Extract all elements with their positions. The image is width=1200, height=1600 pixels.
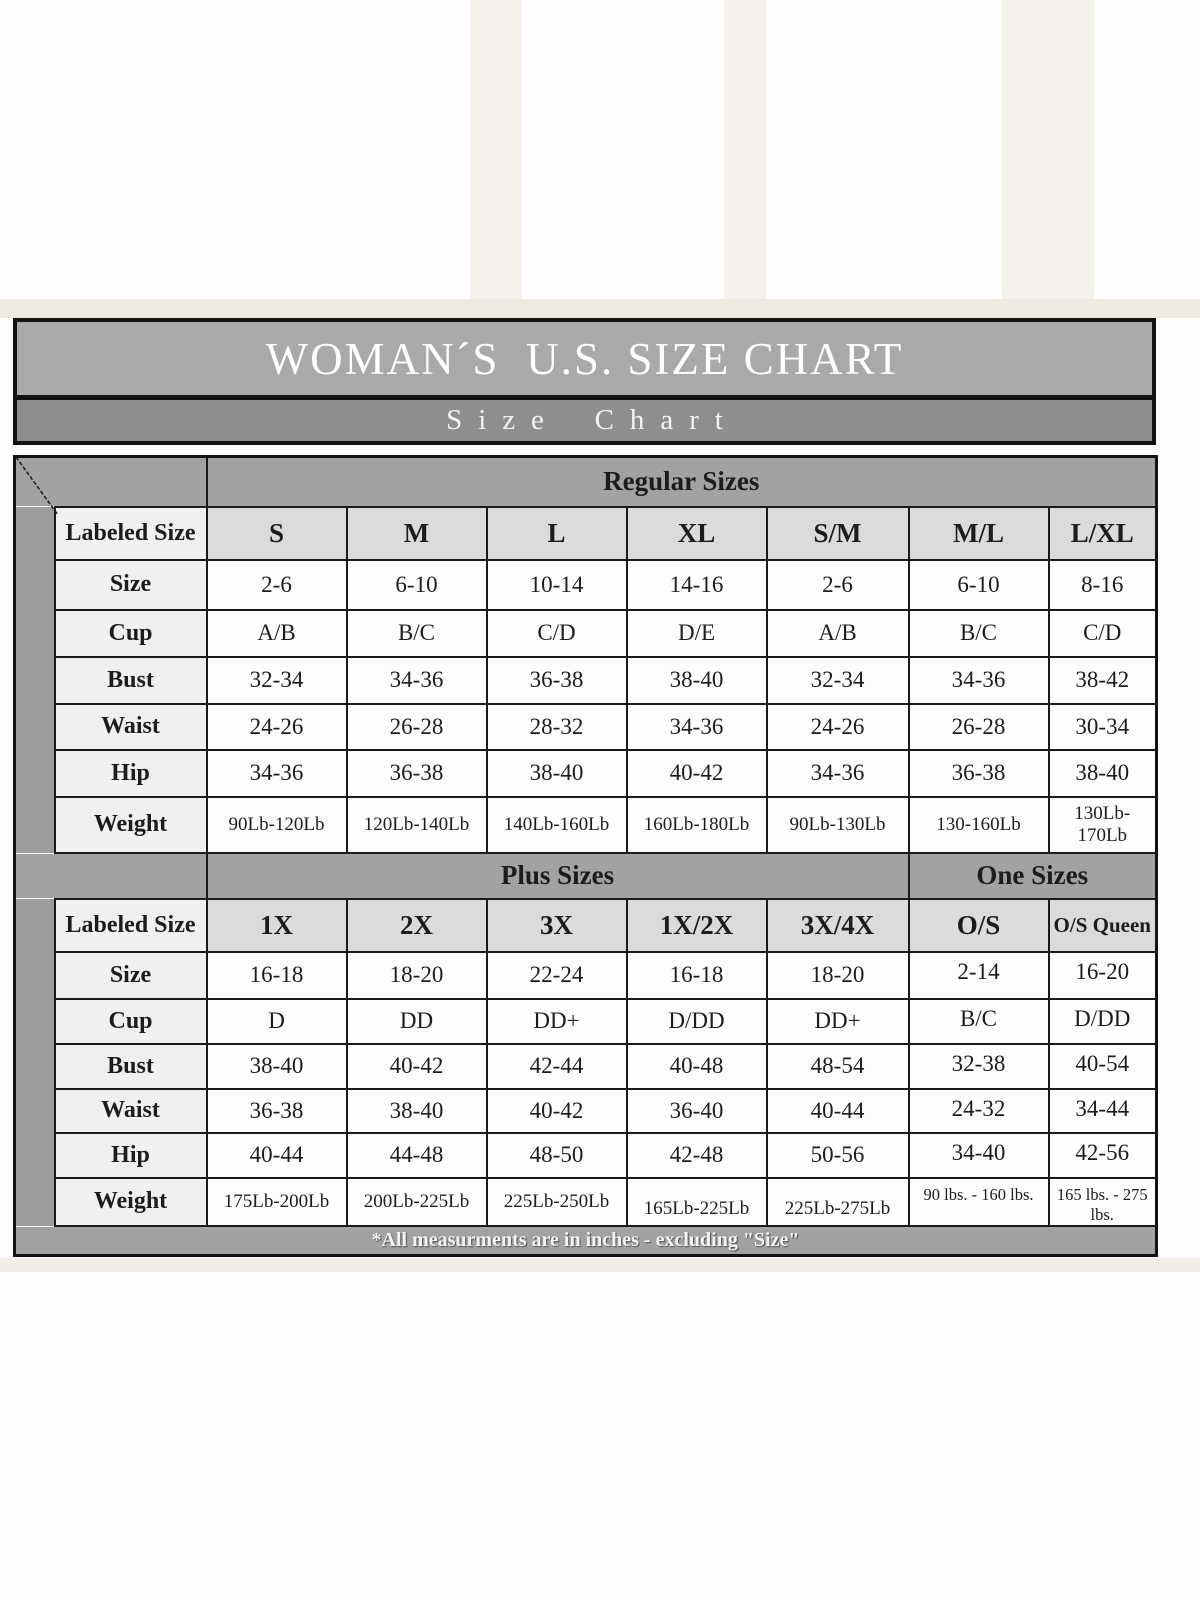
data-cell: 40-42 [347,1044,487,1089]
data-cell: 44-48 [347,1133,487,1178]
page-subtitle: Size Chart [17,400,1152,441]
data-cell: 175Lb-200Lb [207,1178,347,1226]
data-cell: 16-18 [207,952,347,999]
band-row-regular [15,457,1157,507]
column-header: L/XL [1049,507,1157,560]
data-cell: 130-160Lb [909,797,1049,853]
column-header: O/S [909,899,1049,952]
footnote: *All measurments are in inches - excluding "Size" [15,1226,1157,1256]
data-cell: 40-42 [487,1089,627,1133]
data-cell: 200Lb-225Lb [347,1178,487,1226]
data-cell: 36-40 [627,1089,767,1133]
column-header: L [487,507,627,560]
column-header: 1X [207,899,347,952]
data-cell: 34-36 [207,750,347,797]
background-band-top [0,299,1200,318]
data-cell: 40-48 [627,1044,767,1089]
row-label: Bust [55,657,207,704]
data-cell: DD+ [487,999,627,1044]
row-header-label: Labeled Size [55,899,207,952]
left-gutter [15,899,55,1226]
data-cell: 16-18 [627,952,767,999]
background-stripe [470,0,522,318]
data-cell: 34-36 [627,704,767,750]
data-cell: 42-56 [1049,1133,1157,1178]
row-label: Cup [55,610,207,657]
corner-cell [15,457,207,507]
data-cell: 38-40 [347,1089,487,1133]
size-table [13,455,1158,1257]
row-label: Hip [55,1133,207,1178]
column-header: O/S Queen [1049,899,1157,952]
table-row [15,999,1157,1044]
data-cell: 38-40 [627,657,767,704]
data-cell: 2-14 [909,952,1049,999]
data-cell: 34-36 [767,750,909,797]
table-row [15,657,1157,704]
row-header-label: Labeled Size [55,507,207,560]
table-row-weight [15,797,1157,853]
row-label: Weight [55,1178,207,1226]
data-cell: C/D [487,610,627,657]
row-label: Waist [55,1089,207,1133]
data-cell: 140Lb-160Lb [487,797,627,853]
data-cell: 48-54 [767,1044,909,1089]
section-band-plus: Plus Sizes [207,853,909,899]
data-cell: 2-6 [207,560,347,610]
chart-header [13,318,1156,445]
band-row-plus [15,853,1157,899]
data-cell: B/C [347,610,487,657]
data-cell: 38-40 [207,1044,347,1089]
column-header: S/M [767,507,909,560]
page-title: WOMAN´S U.S. SIZE CHART [17,322,1152,395]
data-cell: 120Lb-140Lb [347,797,487,853]
data-cell: 10-14 [487,560,627,610]
table-row [15,1044,1157,1089]
data-cell: 32-34 [767,657,909,704]
data-cell: 2-6 [767,560,909,610]
data-cell: 32-34 [207,657,347,704]
background-band-bottom [0,1258,1200,1272]
data-cell: D [207,999,347,1044]
data-cell: 38-40 [487,750,627,797]
column-header: S [207,507,347,560]
table-row [15,1133,1157,1178]
table-row-weight [15,1178,1157,1226]
data-cell: D/E [627,610,767,657]
table-row [15,952,1157,999]
data-cell: 8-16 [1049,560,1157,610]
background-stripe [724,0,766,318]
table-row [15,704,1157,750]
data-cell: 90Lb-130Lb [767,797,909,853]
data-cell: 34-36 [347,657,487,704]
data-cell: 48-50 [487,1133,627,1178]
data-cell: B/C [909,999,1049,1044]
data-cell: 40-42 [627,750,767,797]
data-cell: 26-28 [347,704,487,750]
data-cell: 225Lb-250Lb [487,1178,627,1226]
column-header: 3X [487,899,627,952]
data-cell: A/B [207,610,347,657]
background-stripe [1002,0,1094,318]
band-left-filler [15,853,207,899]
column-header-row [15,507,1157,560]
data-cell: 32-38 [909,1044,1049,1089]
data-cell: 36-38 [347,750,487,797]
data-cell: D/DD [1049,999,1157,1044]
data-cell: 42-44 [487,1044,627,1089]
left-gutter [15,507,55,853]
column-header: XL [627,507,767,560]
data-cell: 14-16 [627,560,767,610]
data-cell: D/DD [627,999,767,1044]
data-cell: 165 lbs. - 275 lbs. [1049,1178,1157,1226]
data-cell: 36-38 [909,750,1049,797]
data-cell: 38-40 [1049,750,1157,797]
table-row [15,560,1157,610]
table-row [15,750,1157,797]
data-cell: 36-38 [487,657,627,704]
section-band-one: One Sizes [909,853,1157,899]
data-cell: DD+ [767,999,909,1044]
data-cell: 16-20 [1049,952,1157,999]
data-cell: 160Lb-180Lb [627,797,767,853]
column-header: M [347,507,487,560]
data-cell: 38-42 [1049,657,1157,704]
data-cell: 24-26 [207,704,347,750]
data-cell: 34-44 [1049,1089,1157,1133]
data-cell: 24-26 [767,704,909,750]
row-label: Waist [55,704,207,750]
data-cell: 50-56 [767,1133,909,1178]
data-cell: 18-20 [767,952,909,999]
data-cell: 42-48 [627,1133,767,1178]
table-row [15,610,1157,657]
data-cell: 40-44 [207,1133,347,1178]
data-cell: 40-44 [767,1089,909,1133]
data-cell: 34-40 [909,1133,1049,1178]
row-label: Bust [55,1044,207,1089]
data-cell: 26-28 [909,704,1049,750]
row-label: Weight [55,797,207,853]
row-label: Hip [55,750,207,797]
data-cell: 22-24 [487,952,627,999]
footnote-row [15,1226,1157,1256]
table-row [15,1089,1157,1133]
data-cell: 165Lb-225Lb [627,1178,767,1226]
row-label: Size [55,952,207,999]
column-header: M/L [909,507,1049,560]
data-cell: 18-20 [347,952,487,999]
data-cell: 130Lb-170Lb [1049,797,1157,853]
data-cell: 90 lbs. - 160 lbs. [909,1178,1049,1226]
column-header: 2X [347,899,487,952]
data-cell: 6-10 [909,560,1049,610]
data-cell: 225Lb-275Lb [767,1178,909,1226]
row-label: Size [55,560,207,610]
data-cell: 34-36 [909,657,1049,704]
data-cell: B/C [909,610,1049,657]
data-cell: A/B [767,610,909,657]
row-label: Cup [55,999,207,1044]
column-header: 3X/4X [767,899,909,952]
column-header: 1X/2X [627,899,767,952]
data-cell: DD [347,999,487,1044]
data-cell: 24-32 [909,1089,1049,1133]
data-cell: 30-34 [1049,704,1157,750]
data-cell: 28-32 [487,704,627,750]
size-table-wrap [13,455,1158,1257]
data-cell: 90Lb-120Lb [207,797,347,853]
data-cell: C/D [1049,610,1157,657]
section-band-regular: Regular Sizes [207,457,1157,507]
data-cell: 36-38 [207,1089,347,1133]
data-cell: 40-54 [1049,1044,1157,1089]
data-cell: 6-10 [347,560,487,610]
column-header-row [15,899,1157,952]
